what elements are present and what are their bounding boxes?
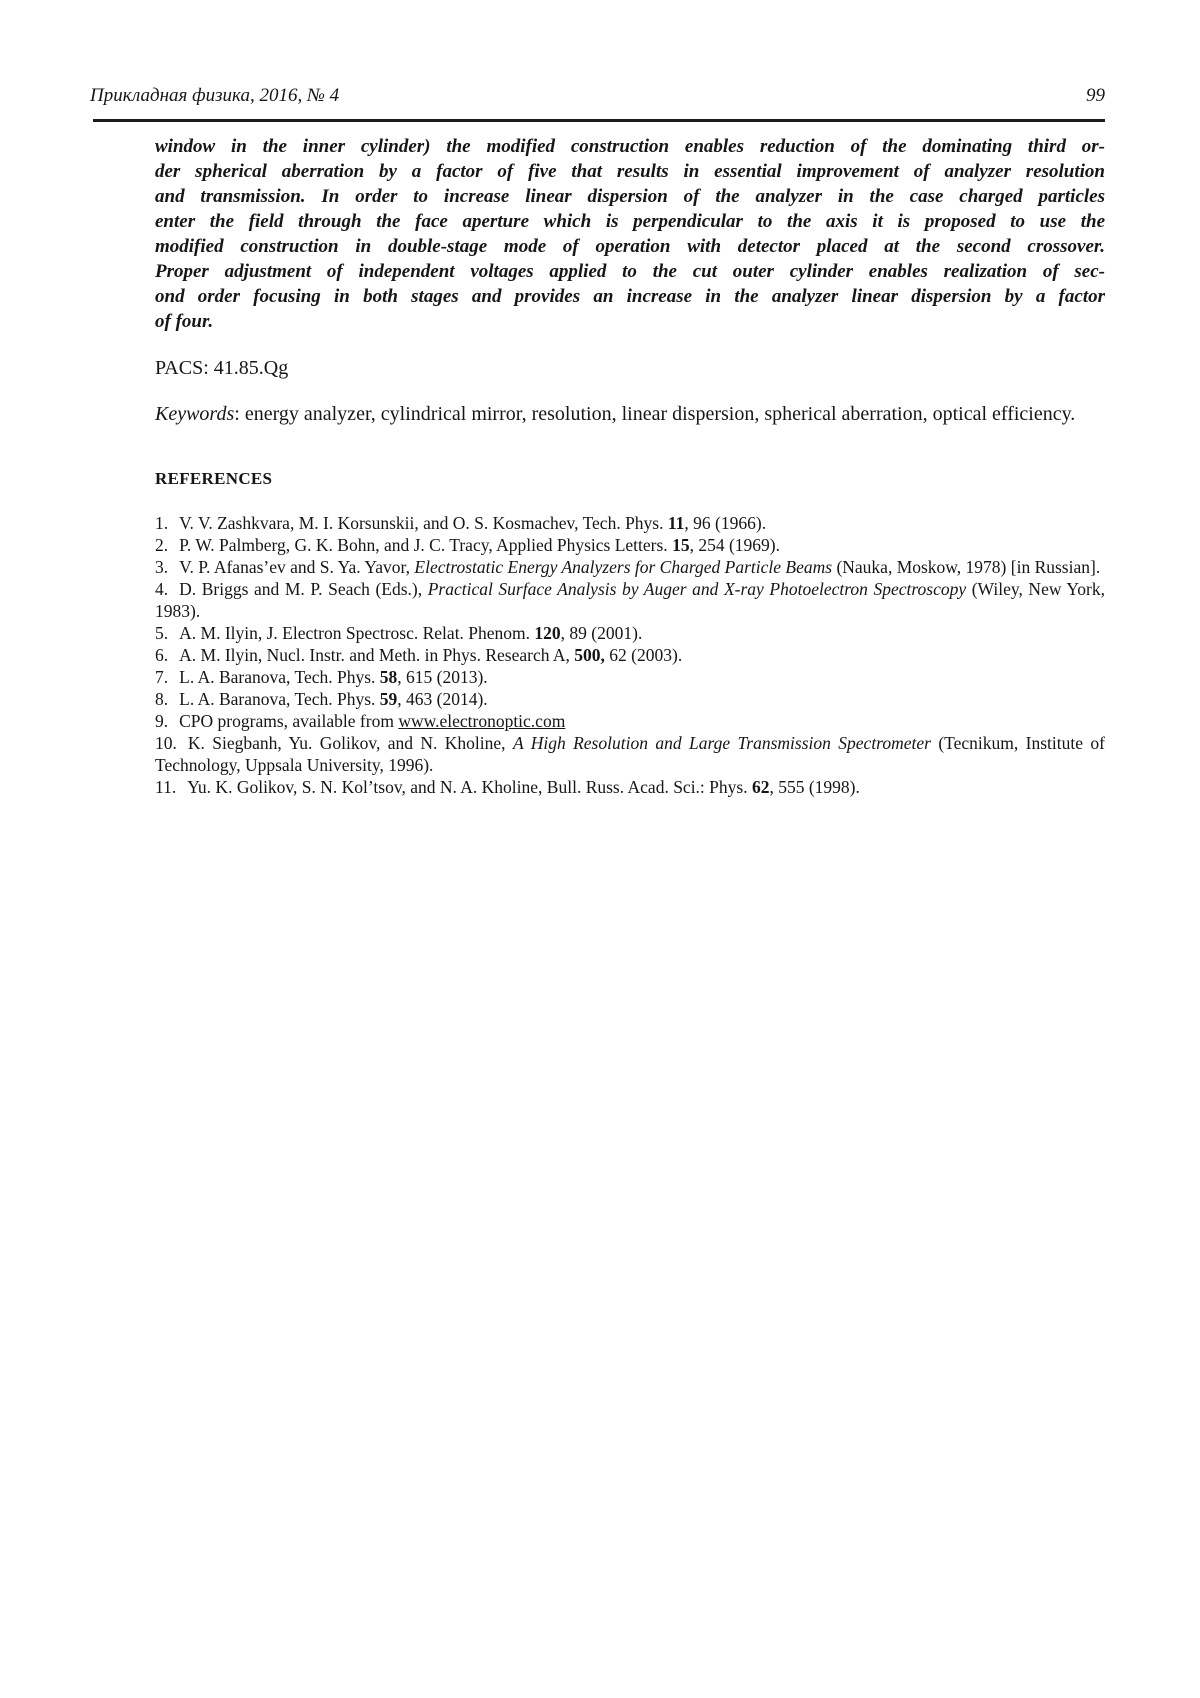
reference-text: 62	[751, 777, 770, 797]
reference-item	[155, 578, 1105, 622]
reference-number: 10.	[155, 733, 177, 753]
reference-number: 5.	[155, 623, 169, 643]
reference-text: A. M. Ilyin, Nucl. Instr. and Meth. in Phys. Research A,	[179, 645, 575, 665]
abstract-line: window in the inner cylinder) the modified construction enables reduction of the dominating third or-	[155, 136, 1105, 157]
reference-item	[155, 688, 1105, 710]
reference-text: CPO programs, available from	[179, 711, 399, 731]
reference-text: , 463 (2014).	[397, 689, 488, 709]
reference-number: 8.	[155, 689, 169, 709]
reference-item	[155, 512, 1105, 534]
abstract-line: of four.	[155, 311, 214, 332]
abstract-line: ond order focusing in both stages and provides an increase in the analyzer linear dispersion by a factor	[155, 286, 1105, 307]
page-body	[155, 134, 1105, 798]
abstract-paragraph	[155, 134, 1105, 334]
abstract-line: enter the field through the face aperture which is perpendicular to the axis it is proposed to use the	[155, 211, 1105, 232]
abstract-line: and transmission. In order to increase linear dispersion of the analyzer in the case charged particles	[155, 186, 1105, 207]
reference-text: , 89 (2001).	[560, 623, 643, 643]
reference-text: 11	[667, 513, 685, 533]
reference-text: K. Siegbanh, Yu. Golikov, and N. Kholine,	[187, 733, 513, 753]
pacs-line: PACS: 41.85.Qg	[155, 357, 289, 379]
abstract-line: der spherical aberration by a factor of five that results in essential improvement of analyzer resolution	[155, 161, 1105, 182]
reference-item	[155, 710, 1105, 732]
references-list	[155, 512, 1105, 798]
page-header	[90, 84, 1105, 108]
reference-text: (Wiley, New York, 1983).	[155, 579, 1105, 621]
page-number: 99	[1086, 85, 1105, 106]
reference-text: P. W. Palmberg, G. K. Bohn, and J. C. Tracy, Applied Physics Letters.	[179, 535, 673, 555]
reference-item	[155, 534, 1105, 556]
reference-number: 6.	[155, 645, 169, 665]
reference-text: (Tecnikum, Institute of Technology, Uppsala University, 1996).	[155, 733, 1105, 775]
header-rule	[93, 119, 1105, 122]
reference-text: L. A. Baranova, Tech. Phys.	[179, 689, 380, 709]
references-heading: REFERENCES	[155, 469, 273, 488]
reference-number: 1.	[155, 513, 169, 533]
reference-item	[155, 776, 1105, 798]
abstract-line: Proper adjustment of independent voltages applied to the cut outer cylinder enables realization of sec-	[155, 261, 1105, 282]
reference-text: 58	[379, 667, 398, 687]
reference-text: L. A. Baranova, Tech. Phys.	[179, 667, 380, 687]
reference-text: , 555 (1998).	[769, 777, 860, 797]
journal-title: Прикладная физика, 2016, № 4	[90, 85, 340, 106]
keywords-text: : energy analyzer, cylindrical mirror, resolution, linear dispersion, spherical aberration, optical efficiency.	[234, 403, 1076, 425]
reference-link[interactable]: www.electronoptic.com	[398, 711, 566, 731]
reference-item	[155, 556, 1105, 578]
reference-text: A. M. Ilyin, J. Electron Spectrosc. Relat. Phenom.	[179, 623, 535, 643]
reference-item	[155, 732, 1105, 776]
reference-number: 9.	[155, 711, 169, 731]
reference-text: Electrostatic Energy Analyzers for Charged Particle Beams	[414, 557, 833, 577]
reference-text: 500,	[574, 645, 605, 665]
reference-text: Practical Surface Analysis by Auger and X-ray Photoelectron Spectroscopy	[427, 579, 967, 599]
keywords-paragraph	[155, 401, 1105, 427]
reference-text: , 254 (1969).	[689, 535, 780, 555]
reference-number: 4.	[155, 579, 169, 599]
reference-text: D. Briggs and M. P. Seach (Eds.),	[179, 579, 428, 599]
reference-text: (Nauka, Moskow, 1978) [in Russian].	[832, 557, 1101, 577]
reference-text: 120	[534, 623, 561, 643]
reference-number: 3.	[155, 557, 169, 577]
abstract-line: modified construction in double-stage mode of operation with detector placed at the second crossover.	[155, 236, 1105, 257]
reference-text: 62 (2003).	[604, 645, 683, 665]
reference-text: V. V. Zashkvara, M. I. Korsunskii, and O. S. Kosmachev, Tech. Phys.	[179, 513, 668, 533]
reference-number: 2.	[155, 535, 169, 555]
reference-number: 7.	[155, 667, 169, 687]
reference-text: 59	[379, 689, 398, 709]
reference-text: , 96 (1966).	[684, 513, 767, 533]
reference-item	[155, 666, 1105, 688]
reference-text: , 615 (2013).	[397, 667, 488, 687]
reference-text: 15	[672, 535, 690, 555]
reference-text: V. P. Afanas’ev and S. Ya. Yavor,	[179, 557, 415, 577]
keywords-label: Keywords	[155, 403, 235, 425]
reference-item	[155, 644, 1105, 666]
reference-number: 11.	[155, 777, 177, 797]
reference-item	[155, 622, 1105, 644]
reference-text: A High Resolution and Large Transmission Spectrometer	[512, 733, 931, 753]
reference-text: Yu. K. Golikov, S. N. Kol’tsov, and N. A. Kholine, Bull. Russ. Acad. Sci.: Phys.	[187, 777, 752, 797]
